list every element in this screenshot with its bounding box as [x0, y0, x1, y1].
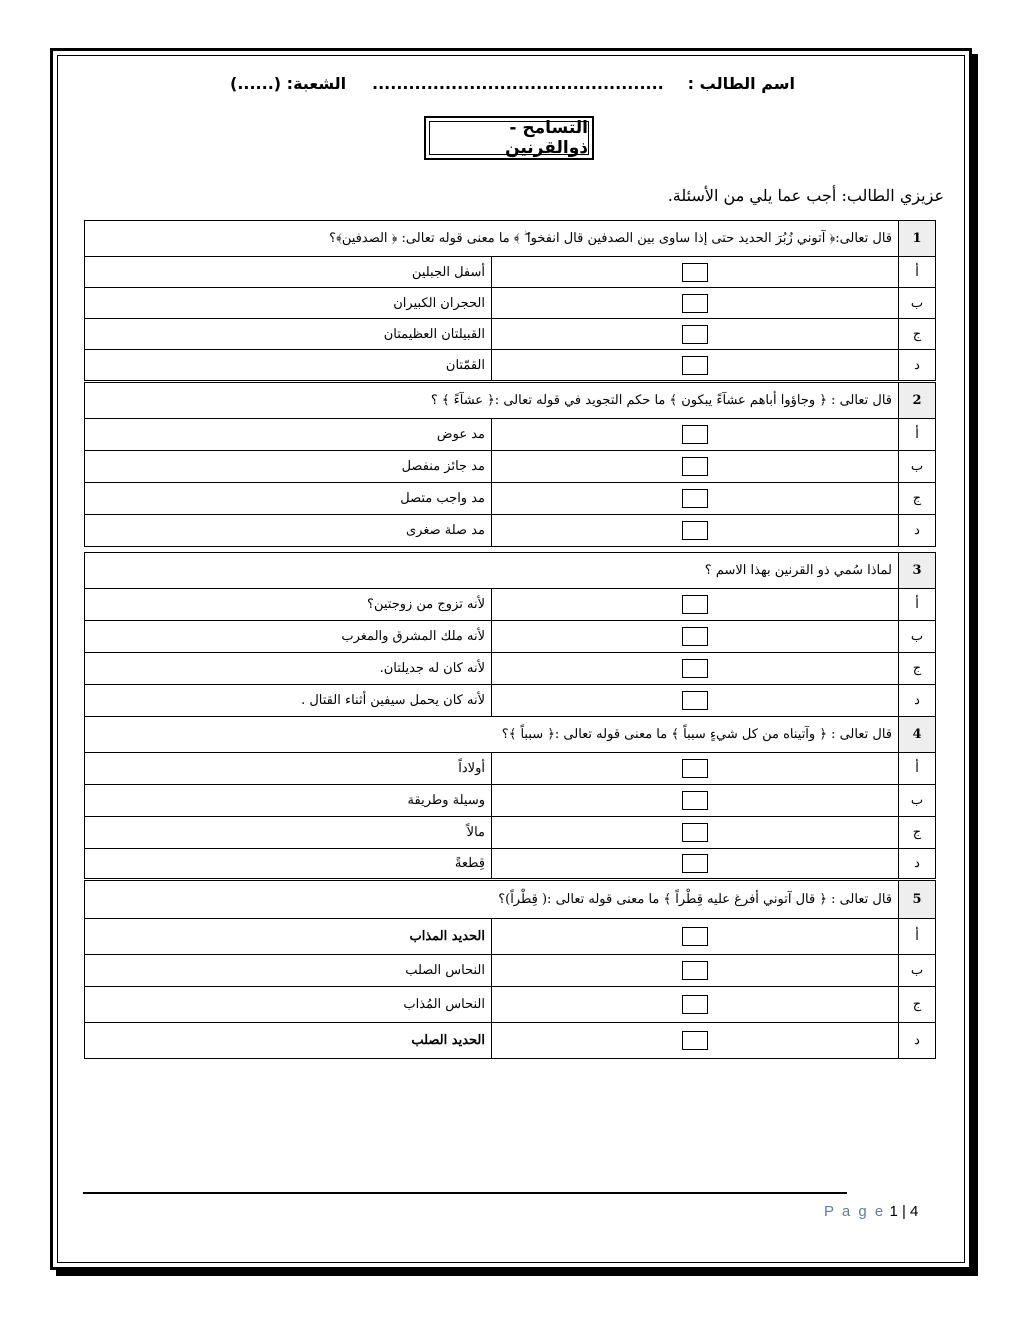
option-row[interactable] — [85, 987, 936, 1023]
answer-checkbox[interactable] — [682, 489, 708, 508]
option-letter: ب — [899, 288, 936, 319]
option-letter: د — [899, 515, 936, 547]
question-row — [85, 383, 936, 419]
option-text: لأنه تزوج من زوجتين؟ — [85, 589, 492, 621]
option-checkbox-cell[interactable] — [492, 785, 899, 817]
question-row — [85, 553, 936, 589]
option-row[interactable] — [85, 955, 936, 987]
option-row[interactable] — [85, 621, 936, 653]
option-text: مد واجب متصل — [85, 483, 492, 515]
option-checkbox-cell[interactable] — [492, 849, 899, 879]
option-text: الحديد الصلب — [85, 1023, 492, 1059]
option-text: لأنه كان له جديلتان. — [85, 653, 492, 685]
option-text: النحاس الصلب — [85, 955, 492, 987]
option-row[interactable] — [85, 785, 936, 817]
option-row[interactable] — [85, 483, 936, 515]
option-letter: أ — [899, 589, 936, 621]
question-number: 3 — [899, 553, 936, 589]
question-text: لماذا سُمي ذو القرنين بهذا الاسم ؟ — [85, 553, 899, 589]
option-row[interactable] — [85, 753, 936, 785]
option-text: النحاس المُذاب — [85, 987, 492, 1023]
option-text: مد صلة صغرى — [85, 515, 492, 547]
answer-checkbox[interactable] — [682, 854, 708, 873]
question-text: قال تعالى : ﴿ قال آتوني أفرغ عليه قِطْراً ﴾ ما معنى قوله تعالى :( قِطْراً)؟ — [85, 881, 899, 919]
answer-checkbox[interactable] — [682, 263, 708, 282]
option-text: مد عوض — [85, 419, 492, 451]
answer-checkbox[interactable] — [682, 659, 708, 678]
option-checkbox-cell[interactable] — [492, 653, 899, 685]
answer-checkbox[interactable] — [682, 425, 708, 444]
option-text: الحجران الكبيران — [85, 288, 492, 319]
option-letter: ج — [899, 987, 936, 1023]
option-checkbox-cell[interactable] — [492, 955, 899, 987]
option-checkbox-cell[interactable] — [492, 257, 899, 288]
answer-checkbox[interactable] — [682, 595, 708, 614]
option-letter: ب — [899, 621, 936, 653]
question-number: 5 — [899, 881, 936, 919]
option-letter: ج — [899, 653, 936, 685]
option-letter: د — [899, 685, 936, 717]
option-letter: ج — [899, 817, 936, 849]
answer-checkbox[interactable] — [682, 294, 708, 313]
option-letter: د — [899, 849, 936, 879]
option-text: مالاً — [85, 817, 492, 849]
question-table-5 — [84, 880, 936, 1059]
option-checkbox-cell[interactable] — [492, 621, 899, 653]
option-letter: ب — [899, 955, 936, 987]
worksheet-title: التسامح - ذوالقرنين — [429, 121, 589, 155]
question-row — [85, 221, 936, 257]
option-checkbox-cell[interactable] — [492, 589, 899, 621]
answer-checkbox[interactable] — [682, 995, 708, 1014]
option-text: قِطعةً — [85, 849, 492, 879]
page-frame-shadow-right — [972, 54, 978, 1276]
student-header — [0, 70, 1020, 104]
option-row[interactable] — [85, 817, 936, 849]
answer-checkbox[interactable] — [682, 823, 708, 842]
option-checkbox-cell[interactable] — [492, 753, 899, 785]
option-checkbox-cell[interactable] — [492, 1023, 899, 1059]
option-text: أسفل الجبلين — [85, 257, 492, 288]
question-table-4 — [84, 716, 936, 879]
option-text: القبيلتان العظيمتان — [85, 319, 492, 350]
question-table-1 — [84, 220, 936, 381]
answer-checkbox[interactable] — [682, 691, 708, 710]
current-page: 1 — [889, 1203, 898, 1220]
option-letter: أ — [899, 919, 936, 955]
option-text: الحديد المذاب — [85, 919, 492, 955]
question-number: 4 — [899, 717, 936, 753]
instructions: عزيزي الطالب: أجب عما يلي من الأسئلة. — [667, 186, 944, 205]
question-table-3 — [84, 552, 936, 717]
option-row[interactable] — [85, 653, 936, 685]
option-row[interactable] — [85, 419, 936, 451]
option-letter: أ — [899, 753, 936, 785]
option-letter: د — [899, 350, 936, 381]
option-checkbox-cell[interactable] — [492, 817, 899, 849]
worksheet-title-box — [424, 116, 594, 160]
section-label: الشعبة: (......) — [230, 74, 347, 93]
option-text: مد جائز منفصل — [85, 451, 492, 483]
page-word: P a g e — [824, 1203, 886, 1220]
option-row[interactable] — [85, 515, 936, 547]
question-number: 2 — [899, 383, 936, 419]
question-number: 1 — [899, 221, 936, 257]
option-row[interactable] — [85, 849, 936, 879]
answer-checkbox[interactable] — [682, 627, 708, 646]
option-checkbox-cell[interactable] — [492, 350, 899, 381]
footer-rule — [83, 1192, 847, 1194]
student-name-field[interactable]: ................................................ — [372, 74, 664, 93]
answer-checkbox[interactable] — [682, 927, 708, 946]
option-text: أولاداً — [85, 753, 492, 785]
page-separator: | — [901, 1203, 906, 1220]
answer-checkbox[interactable] — [682, 791, 708, 810]
option-checkbox-cell[interactable] — [492, 515, 899, 547]
answer-checkbox[interactable] — [682, 325, 708, 344]
option-checkbox-cell[interactable] — [492, 451, 899, 483]
option-row[interactable] — [85, 685, 936, 717]
option-letter: ب — [899, 785, 936, 817]
option-row[interactable] — [85, 1023, 936, 1059]
question-text: قال تعالى : ﴿ وجاؤوا أباهم عشآءً يبكون ﴾ ما حكم التجويد في قوله تعالى :﴿ عشآءً ﴾ ؟ — [85, 383, 899, 419]
option-checkbox-cell[interactable] — [492, 319, 899, 350]
answer-checkbox[interactable] — [682, 356, 708, 375]
total-pages: 4 — [910, 1203, 919, 1220]
answer-checkbox[interactable] — [682, 759, 708, 778]
option-text: وسيلة وطريقة — [85, 785, 492, 817]
answer-checkbox[interactable] — [682, 961, 708, 980]
question-row — [85, 717, 936, 753]
option-letter: ب — [899, 451, 936, 483]
answer-checkbox[interactable] — [682, 1031, 708, 1050]
option-checkbox-cell[interactable] — [492, 419, 899, 451]
option-letter: أ — [899, 419, 936, 451]
option-row[interactable] — [85, 319, 936, 350]
option-text: لأنه ملك المشرق والمغرب — [85, 621, 492, 653]
option-checkbox-cell[interactable] — [492, 288, 899, 319]
question-row — [85, 881, 936, 919]
option-checkbox-cell[interactable] — [492, 483, 899, 515]
option-row[interactable] — [85, 350, 936, 381]
student-name-label: اسم الطالب : — [687, 74, 795, 93]
question-table-2 — [84, 382, 936, 547]
option-checkbox-cell[interactable] — [492, 685, 899, 717]
option-letter: د — [899, 1023, 936, 1059]
answer-checkbox[interactable] — [682, 457, 708, 476]
page-frame-shadow-bottom — [56, 1270, 978, 1276]
question-text: قال تعالى:﴿ آتوني زُبُرَ الحديد حتى إذا ساوى بين الصدفين قال انفخوا ۖ ﴾ ما معنى قوله تعالى: ﴿ الصدفين﴾؟ — [85, 221, 899, 257]
option-letter: ج — [899, 319, 936, 350]
answer-checkbox[interactable] — [682, 521, 708, 540]
option-row[interactable] — [85, 257, 936, 288]
option-row[interactable] — [85, 288, 936, 319]
option-row[interactable] — [85, 451, 936, 483]
option-checkbox-cell[interactable] — [492, 987, 899, 1023]
option-letter: ج — [899, 483, 936, 515]
option-text: لأنه كان يحمل سيفين أثناء القتال . — [85, 685, 492, 717]
option-row[interactable] — [85, 919, 936, 955]
question-text: قال تعالى : ﴿ وآتيناه من كل شيءٍ سبباً ﴾ ما معنى قوله تعالى :﴿ سبباً ﴾؟ — [85, 717, 899, 753]
option-row[interactable] — [85, 589, 936, 621]
page-number-footer — [824, 1203, 918, 1220]
option-checkbox-cell[interactable] — [492, 919, 899, 955]
option-letter: أ — [899, 257, 936, 288]
option-text: القمّتان — [85, 350, 492, 381]
